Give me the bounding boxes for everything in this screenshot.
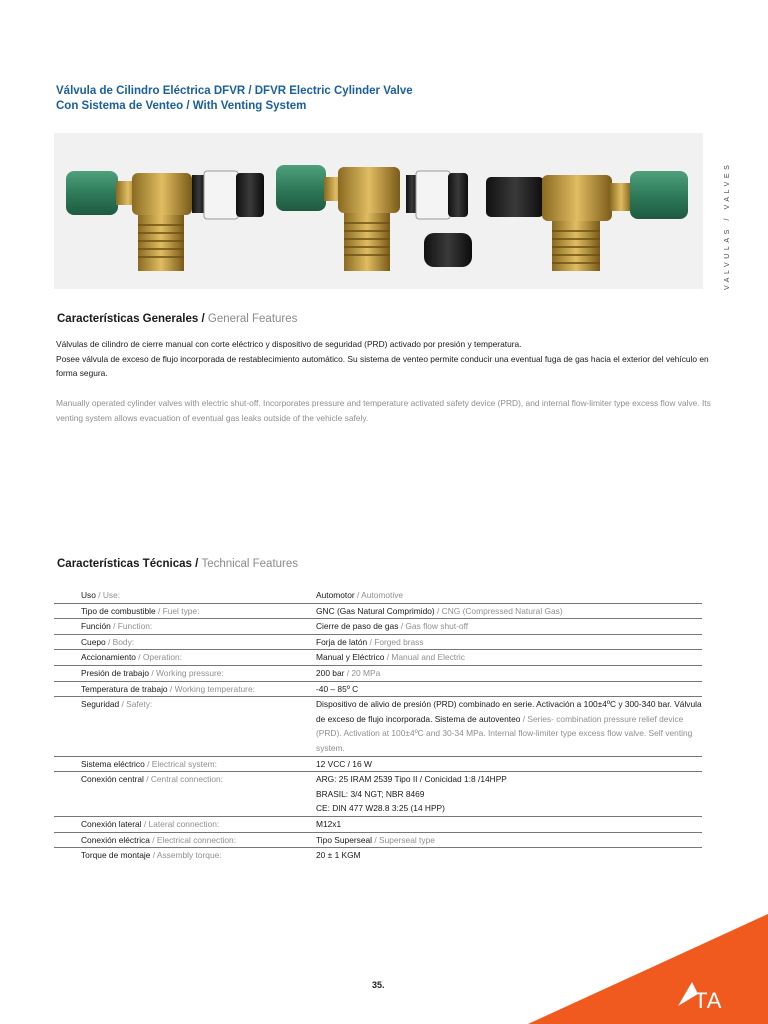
- spec-label-en: / Fuel type:: [157, 605, 200, 616]
- spec-value-es: Cierre de paso de gas: [316, 621, 399, 632]
- spec-value: [316, 588, 702, 603]
- spec-value-en: / CNG (Compressed Natural Gas): [437, 605, 563, 616]
- spec-label: [54, 634, 316, 650]
- spec-label: [54, 650, 316, 666]
- spec-value: [316, 619, 702, 635]
- valve-illustration: [54, 133, 703, 289]
- spec-label: [54, 832, 316, 848]
- spec-label-es: Accionamiento: [81, 652, 136, 663]
- spec-value-en: / 20 MPa: [346, 667, 381, 678]
- valve-3: [486, 171, 688, 271]
- spec-value-en: / Automotive: [356, 590, 404, 600]
- heading-en: Technical Features: [201, 558, 299, 570]
- spec-row: [54, 603, 702, 619]
- spec-value-es: Automotor: [316, 590, 355, 600]
- valve-2: [276, 165, 472, 271]
- spec-row: [54, 816, 702, 832]
- spec-value-en: / Gas flow shut-off: [400, 621, 469, 632]
- spec-label-en: / Lateral connection:: [143, 818, 220, 829]
- spec-label-es: Seguridad: [81, 699, 120, 710]
- title-line-2: Con Sistema de Venteo / With Venting System: [56, 100, 307, 112]
- logo-text: TA: [694, 988, 723, 1013]
- spec-label: [54, 665, 316, 681]
- spec-label-en: / Working pressure:: [151, 667, 224, 678]
- spec-label: [54, 697, 316, 756]
- general-features-heading: [57, 313, 297, 325]
- spec-value: [316, 832, 702, 848]
- spec-value-line: BRASIL: 3/4 NGT; NBR 8469: [316, 788, 425, 799]
- spec-label: [54, 619, 316, 635]
- spec-row: [54, 832, 702, 848]
- spec-label: [54, 772, 316, 817]
- spec-label-es: Torque de montaje: [81, 850, 151, 861]
- spec-value-es: 200 bar: [316, 667, 345, 678]
- spec-row: [54, 697, 702, 756]
- spec-label: [54, 681, 316, 697]
- spec-label-es: Sistema eléctrico: [81, 758, 145, 769]
- spec-value-en: / Series- combination pressure relief device (PRD). Activation at 100±4ºC and 30-34 MPa. Internal flow-limiter type excess flow valve. Self venting system.: [316, 713, 693, 753]
- heading-en: General Features: [207, 313, 298, 325]
- spec-label-en: / Electrical system:: [147, 758, 217, 769]
- spec-row: [54, 665, 702, 681]
- spec-row: [54, 756, 702, 772]
- title-line-1: Válvula de Cilindro Eléctrica DFVR / DFVR Electric Cylinder Valve: [56, 85, 413, 97]
- spec-value-es: GNC (Gas Natural Comprimido): [316, 605, 435, 616]
- spec-label-es: Conexión central: [81, 774, 144, 785]
- spec-label: [54, 603, 316, 619]
- document-title: [56, 84, 413, 114]
- spec-value-line: CE: DIN 477 W28.8 3:25 (14 HPP): [316, 803, 445, 814]
- spec-row: [54, 619, 702, 635]
- heading-es: Características Generales /: [57, 313, 205, 325]
- spec-value-en: / Superseal type: [374, 834, 435, 845]
- spec-value: [316, 681, 702, 697]
- product-photo: [54, 133, 703, 289]
- spec-label-en: / Safety:: [121, 699, 153, 710]
- spec-label-es: Presión de trabajo: [81, 667, 149, 678]
- spec-value: [316, 650, 702, 666]
- spec-row: [54, 650, 702, 666]
- spec-label-en: / Working temperature:: [169, 683, 255, 694]
- spec-label: [54, 588, 316, 603]
- spec-label-es: Cuepo: [81, 636, 106, 647]
- spec-value: [316, 848, 702, 863]
- brand-corner: [528, 914, 768, 1024]
- heading-es: Características Técnicas /: [57, 558, 199, 570]
- spec-label-en: / Electrical connection:: [152, 834, 237, 845]
- description-es-line: Posee válvula de exceso de flujo incorporada de restablecimiento automático. Su sistema de venteo permite conducir una eventual fuga de gas hacia el exterior del vehículo en forma segura.: [56, 353, 709, 378]
- spec-label-es: Conexión lateral: [81, 818, 142, 829]
- technical-specs-table: [54, 588, 702, 863]
- spec-value-es: -40 – 85º C: [316, 683, 359, 694]
- spec-value: [316, 665, 702, 681]
- spec-value-es: 12 VCC / 16 W: [316, 758, 372, 769]
- spec-value-en: / Manual and Electric: [386, 652, 465, 663]
- spec-value: [316, 697, 702, 756]
- spec-label-es: Temperatura de trabajo: [81, 683, 168, 694]
- spec-value-es: M12x1: [316, 818, 342, 829]
- valve-1: [66, 171, 264, 271]
- description-es-line: Válvulas de cilindro de cierre manual con corte eléctrico y dispositivo de seguridad (PRD) activado por presión y temperatura.: [56, 339, 522, 349]
- spec-value: [316, 756, 702, 772]
- spec-label-en: / Operation:: [138, 652, 183, 663]
- spec-label-es: Función: [81, 621, 111, 632]
- spec-label-es: Tipo de combustible: [81, 605, 156, 616]
- spec-value-es: 20 ± 1 KGM: [316, 850, 361, 861]
- spec-row: [54, 848, 702, 863]
- spec-row: [54, 588, 702, 603]
- spec-value-es: Tipo Superseal: [316, 834, 373, 845]
- spec-value: [316, 816, 702, 832]
- general-description-en: Manually operated cylinder valves with electric shut-off. Incorporates pressure and temperature activated safety device (PRD), and internal flow-limiter type excess flow valve. Its venting system allows evacuation of eventual gas leaks outside of the vehicle safely.: [56, 398, 711, 423]
- spec-label-en: / Function:: [113, 621, 153, 632]
- spec-label-en: / Central connection:: [146, 774, 224, 785]
- spec-label-es: Uso: [81, 590, 96, 600]
- spec-value-es: Manual y Eléctrico: [316, 652, 385, 663]
- spec-row: [54, 634, 702, 650]
- spec-value-es: Forja de latón: [316, 636, 368, 647]
- spec-value-es: Dispositivo de alivio de presión (PRD) combinado en serie. Activación a 100±4ºC y 300-340 bar. Válvula de exceso de flujo incorporada. Sistema de autoventeo: [316, 699, 702, 724]
- spec-value-line: ARG: 25 IRAM 2539 Tipo II / Conicidad 1:8 /14HPP: [316, 774, 507, 785]
- spec-value: [316, 634, 702, 650]
- spec-row: [54, 772, 702, 817]
- spec-label-en: / Use:: [98, 590, 121, 600]
- technical-features-heading: [57, 558, 298, 570]
- orange-corner-shape: [528, 914, 768, 1024]
- spec-label-es: Conexión eléctrica: [81, 834, 150, 845]
- spec-label: [54, 848, 316, 863]
- spec-label-en: / Body:: [108, 636, 135, 647]
- general-description-es: [56, 337, 716, 381]
- spec-value: [316, 772, 702, 817]
- spec-value: [316, 603, 702, 619]
- spec-label-en: / Assembly torque:: [152, 850, 222, 861]
- page-number: 35.: [372, 980, 385, 990]
- side-section-label: VALVULAS / VALVES: [724, 161, 731, 290]
- spec-label: [54, 756, 316, 772]
- spec-row: [54, 681, 702, 697]
- spec-label: [54, 816, 316, 832]
- spec-value-en: / Forged brass: [369, 636, 424, 647]
